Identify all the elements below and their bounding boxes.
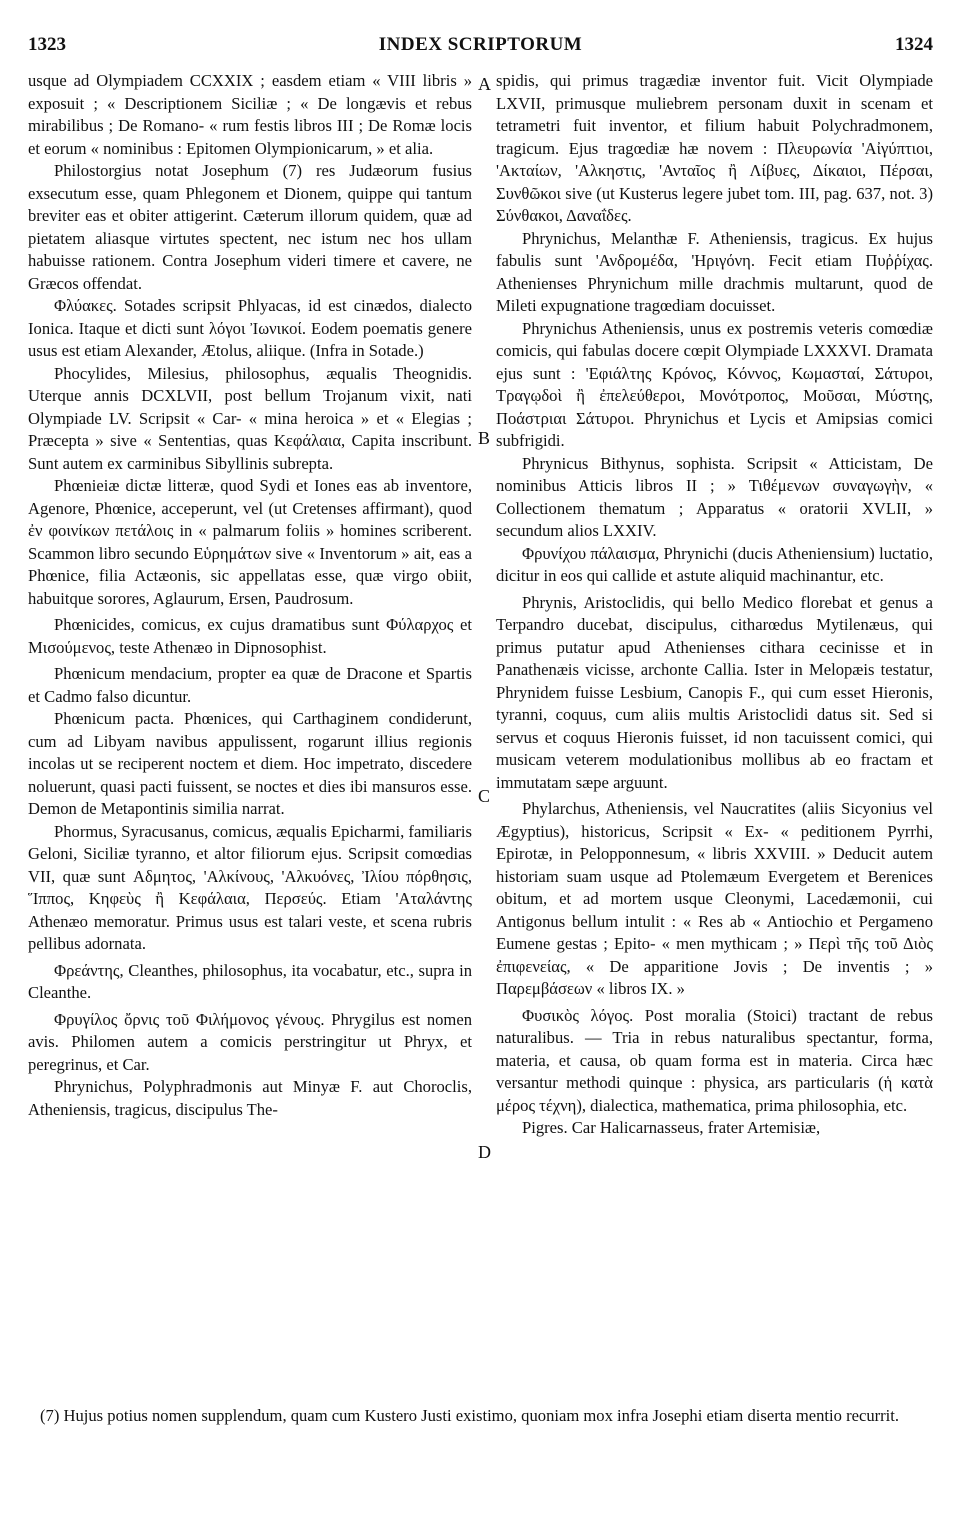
paragraph: Φρεάντης, Cleanthes, philosophus, ita vocabatur, etc., supra in Cleanthe. — [28, 960, 472, 1002]
paragraph: Phrynichus Atheniensis, unus ex postremis veteris comœdiæ comicis, qui fabulas docere cœpit Olympiade LXXXVI. Dramata ejus sunt : 'Εφιάλτης Κρόνος, Κόννος, Κωμασταί, Σάτυροι, Τραγῳδοὶ ἢ ἐπελεύθεροι, Μονότροπος, Μοῦσαι, Μύστης, Ποάστριαι Σάτυροι. Phrynichus et Lycis et Amipsias comici subfrigidi. — [496, 318, 933, 450]
paragraph: Pigres. Car Halicarnasseus, frater Artemisiæ, — [522, 1118, 821, 1137]
paragraph: Phœnicides, comicus, ex cujus dramatibus sunt Φύλαρχος et Μισούμενος, teste Athenæo in Dipnosophist. — [28, 615, 472, 657]
margin-letter-a: A — [478, 74, 491, 94]
page-number-left: 1323 — [28, 34, 66, 55]
margin-letter-b: B — [478, 428, 491, 448]
paragraph: Φλύακες. Sotades scripsit Phlyacas, id est cinædos, dialecto Ionica. Itaque et dicti sunt λόγοι Ἰωνικοί. Eodem poematis genere usus est etiam Alexander, Ætolus, aliique. (Infra in Sotade.) — [28, 296, 472, 360]
paragraph: spidis, qui primus tragædiæ inventor fuit. Vicit Olympiade LXVII, primusque muliebrem personam duxit in scenam et tetrametri fuit inventor, et filium habuit Polychradmonem, tragicum. Ejus tragœdiæ hæ novem : Πλευρωνία 'Αἰγύπτιοι, 'Ακταίων, 'Αλκηστις, 'Ανταῖος ἢ Λίβυες, Δίκαιοι, Πέρσαι, Συνθῶκοι sive (ut Kusterus legere jubet tom. III, pag. 637, not. 3) Σύνθακοι, Δαναΐδες. — [496, 71, 933, 225]
running-title: INDEX SCRIPTORUM — [378, 34, 583, 55]
paragraph: Φρυνίχου πάλαισμα, Phrynichi (ducis Atheniensium) luctatio, dicitur in eos qui callide et astute aliquid machinantur, etc. — [496, 543, 933, 585]
paragraph: Phœnicum mendacium, propter ea quæ de Dracone et Spartis et Cadmo falso dicuntur. — [28, 664, 472, 706]
footnote: (7) Hujus potius nomen supplendum, quam cum Kustero Justi existimo, quoniam mox infra Josephi etiam diserta mentio recurrit. — [40, 1406, 900, 1425]
left-column — [28, 70, 472, 1121]
paragraph: Phormus, Syracusanus, comicus, æqualis Epicharmi, familiaris Geloni, Siciliæ tyranno, et altor filiorum ejus. Scripsit comœdias VII, quæ sunt Αδμητος, 'Αλκίνους, 'Αλκυόνες, Ἰλίου πόρθησις, Ἵππος, Κηφεὺς ἢ Κεφάλαια, Περσεύς. Etiam 'Αταλάντης Athenæo memoratur. Primus usus est talari veste, et scena rubris pellibus adornata. — [28, 821, 473, 953]
paragraph: Phœnieiæ dictæ litteræ, quod Sydi et Iones eas ab inventore, Agenore, Phœnice, acceperunt, vel (ut Cretenses affirmant), quod ἐν φοινίκων πετάλοις in « palmarum foliis » homines scriberent. Scammon libro secundo Εὑρημάτων sive « Inventorum » ait, eas a Phœnice, filia Actæonis, sic appellatas esse, quæ virgo obiit, habuitque sorores, Aglaurum, Ersen, Paudrosum. — [28, 476, 472, 608]
margin-letter-c: C — [478, 786, 491, 806]
right-column — [496, 70, 933, 1140]
paragraph: Φυσικὸς λόγος. Post moralia (Stoici) tractant de rebus naturalibus. — Tria in rebus naturalibus spectantur, forma, materia, et causa, ob quam forma est in materia. Circa hæc versantur methodi quinque : physica, ars particularis (ἡ κατὰ μέρος τέχνη), dialectica, mathematica, prima philosophia, etc. — [496, 1005, 933, 1115]
page-number-right: 1324 — [895, 34, 933, 55]
paragraph: Philostorgius notat Josephum (7) res Judæorum fusius exsecutum esse, quam Phlegonem et Dionem, quippe qui tantum breviter eas et obiter attigerint. Cæterum illorum quidem, quæ ad pietatem aliasque virtutes spectent, nec istum nec hos ullam habuisse rationem. Contra Josephum videri timere et cavere, ne Græcos offendat. — [28, 161, 472, 293]
paragraph: Phœnicum pacta. Phœnices, qui Carthaginem condiderunt, cum ad Libyam navibus appulissent, rogarunt illius regionis incolas ut se reciperent noctem et diem. Hoc impetrato, discedere noluerunt, quasi pacti fuissent, se noctes et dies ibi mansuros esse. Demon de Metapontinis similia narrat. — [28, 709, 472, 818]
paragraph: Phrynichus, Melanthæ F. Atheniensis, tragicus. Ex hujus fabulis sunt 'Ανδρομέδα, 'Ηριγόνη. Fecit etiam Πυῤῥίχας. Athenienses Phrynichum mille drachmis multarunt, quod de Mileti expugnatione tragœdiam docuisset. — [496, 228, 933, 315]
margin-letter-d: D — [478, 1142, 491, 1162]
paragraph: Phrynis, Aristoclidis, qui bello Medico florebat et genus a Terpandro ducebat, discipulus, citharœdus Mytilenæus, qui primus putatur apud Athenienses cithara cecinisse et in Panathenæis vicisse, archonte Callia. Ister in Melopæis testatur, Phrynidem fuisse Lesbium, Canopis F., qui cum esset Hieronis, tyranni, coquus, cum aliis multis Aristoclidi datus sit. Sed si servus et coquus Hieronis fuisset, id non tacuissent comici, qui musicam veterem modulationibus mollibus ab eo fractam et immutatam sæpe arguunt. — [496, 592, 933, 792]
paragraph: Phylarchus, Atheniensis, vel Naucratites (aliis Sicyonius vel Ægyptius), historicus, Scripsit « Ex- « peditionem Pyrrhi, Epirotæ, in Pelopponnesum, « libris XXVIII. » Deducit autem historiam suam usque ad Ptolemæum Evergetem et Berenices obitum, et ad mortem usque Cleonymi, Lacedæmonii, cui Antigonus bellum intulit : « Res ab « Antiochio et Pergameno Eumene gestas ; Epito- « men mythicam ; » Περὶ τῆς τοῦ Διὸς ἐπιφενείας, « De apparitione Jovis ; De inventis ; » Παρεμβάσεων « libros IX. » — [496, 799, 933, 998]
paragraph: Phrynicus Bithynus, sophista. Scripsit « Atticistam, De nominibus Atticis libros II ; » Τιθέμενων συναγωγὴν, « Collectionem thematum ; Apparatus « oratorii XVLII, » secundum alios LXXIV. — [496, 453, 933, 540]
paragraph: Phocylides, Milesius, philosophus, æqualis Theognidis. Uterque annis DCXLVII, post bellum Trojanum vixit, nati Olympiade LV. Scripsit « Car- « mina heroica » et « Elegias ; Præcepta » sive « Sententias, quas Κεφάλαια, Capita inscribunt. Sunt autem ex carminibus Sibyllinis subrepta. — [28, 363, 472, 473]
paragraph: Phrynichus, Polyphradmonis aut Minyæ F. aut Choroclis, Atheniensis, tragicus, discipulus The- — [28, 1077, 472, 1119]
margin-markers — [472, 0, 496, 1540]
paragraph: usque ad Olympiadem CCXXIX ; easdem etiam « VIII libris » exposuit ; « Descriptionem Siciliæ ; « De longævis et rebus mirabilibus ; De Romano- « rum festis libros III ; De Romæ locis et eorum « nominibus : Epitomen Olympionicarum, » et alia. — [28, 71, 472, 158]
paragraph: Φρυγίλος ὄρνις τοῦ Φιλήμονος γένους. Phrygilus est nomen avis. Philomen autem a comicis perstringitur ut Phryx, et peregrinus, et Car. — [28, 1009, 472, 1074]
